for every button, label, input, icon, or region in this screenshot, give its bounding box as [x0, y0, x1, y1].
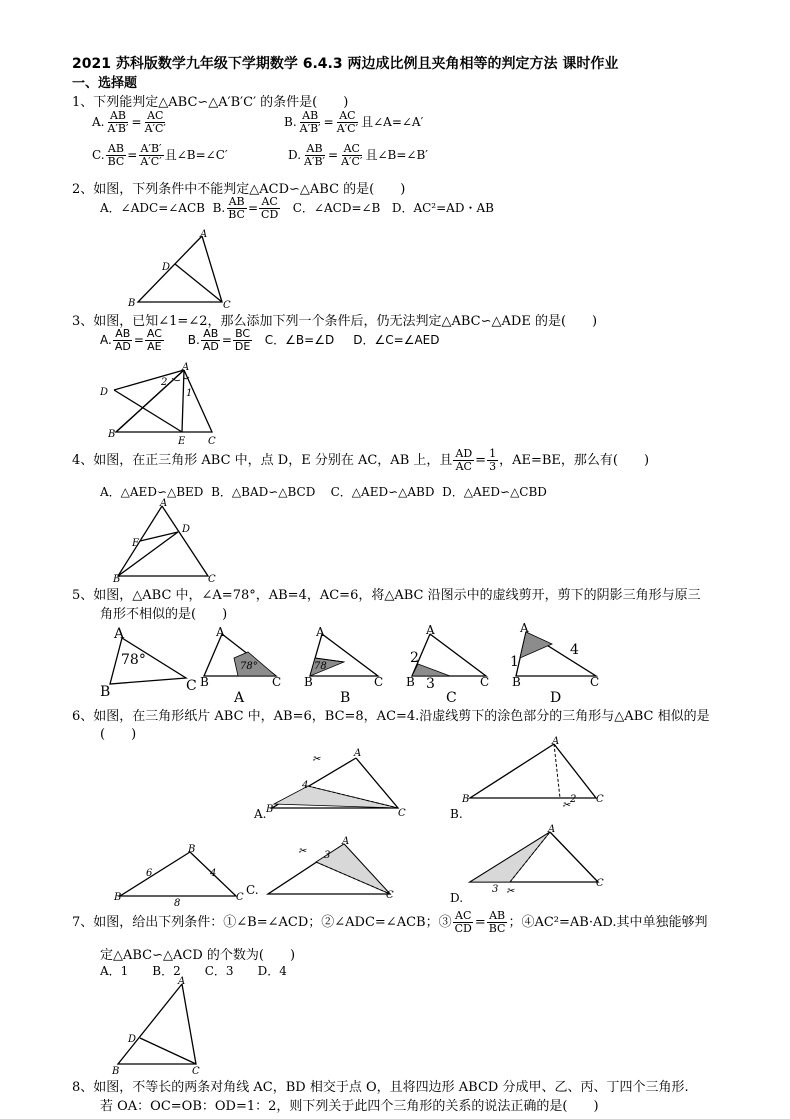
question-6-stem-2: ( ) — [100, 727, 137, 742]
q6d-point-c: C — [596, 878, 604, 889]
q6b-point-a: A — [552, 736, 560, 747]
q6-figure-d — [450, 826, 610, 910]
svg-text:A: A — [216, 625, 225, 639]
q2-point-a: A — [200, 229, 208, 240]
svg-text:B: B — [200, 675, 209, 689]
question-8-stem-2: 若 OA：OC=OB：OD=1：2，则下列关于此四个三角形的关系的说法正确的是( ) — [100, 1099, 599, 1114]
q2-figure — [120, 228, 230, 310]
q7-point-a: A — [178, 976, 186, 987]
svg-text:✂: ✂ — [506, 886, 515, 897]
q4-point-b: B — [113, 574, 121, 585]
svg-text:C: C — [374, 675, 384, 689]
svg-text:C: C — [236, 892, 244, 903]
q6-original-triangle — [114, 844, 246, 909]
q5-original-triangle — [100, 626, 197, 700]
q6a-num-4: 4 — [302, 780, 309, 791]
svg-text:✂: ✂ — [298, 846, 307, 857]
q6a-point-c: C — [398, 808, 406, 819]
q5-num-1: 1 — [510, 654, 519, 670]
q1-option-b: B. $\frac{AB}{A'B'}$ = $\frac{AC}{A'C'}$ 且∠A=∠A′ — [284, 109, 424, 135]
q7-point-c: C — [192, 1066, 200, 1077]
svg-text:C: C — [590, 675, 600, 689]
question-5-stem-1: 5、如图，△ABC 中，∠A=78°，AB=4，AC=6，将△ABC 沿图示中的虚线剪开，剪下的阴影三角形与原三 — [72, 588, 701, 603]
question-8-stem-1: 8、如图，不等长的两条对角线 AC，BD 相交于点 O，且将四边形 ABCD 分成甲、乙、丙、丁四个三角形. — [72, 1080, 689, 1095]
q5-point-b: B — [100, 684, 111, 700]
q6b-point-c: C — [596, 794, 604, 805]
q3-options: A. $\frac{AB}{AD}$ = $\frac{AC}{AE}$ B. $\frac{AB}{AD}$ = $\frac{BC}{DE}$ C．∠B=∠D D．∠C=∠AED — [100, 327, 440, 353]
q6d-point-a: A — [548, 824, 556, 835]
q6-figure-c — [246, 836, 406, 906]
section-heading: 一、选择题 — [72, 76, 138, 91]
question-3-stem: 3、如图，已知∠1=∠2，那么添加下列一个条件后，仍无法判定△ABC∽△ADE 的是( ) — [72, 314, 598, 329]
q5-option-b-figure — [304, 625, 383, 706]
q3-figure — [100, 362, 230, 448]
q5-point-c: C — [186, 678, 197, 694]
svg-text:C: C — [480, 675, 490, 689]
q4-point-e: E — [132, 538, 140, 549]
q7-point-b: B — [112, 1066, 120, 1077]
svg-text:C: C — [272, 675, 282, 689]
question-4-stem: 4、如图，在正三角形 ABC 中，点 D，E 分别在 AC，AB 上，且 $\frac{AD}{AC}$ = $\frac{1}{3}$ ，AE=BE，那么有( ) — [72, 447, 650, 473]
q3-point-b: B — [108, 429, 116, 440]
q5-label-b: B — [340, 690, 351, 706]
q3-point-a: A — [182, 362, 190, 373]
q6a-point-a: A — [354, 748, 362, 759]
q6-num-8: 8 — [174, 898, 181, 909]
svg-text:A: A — [520, 621, 529, 635]
q6b-num-2: 2 — [570, 794, 577, 805]
q3-point-c: C — [208, 436, 216, 447]
question-5-stem-2: 角形不相似的是( ) — [100, 607, 228, 622]
q1-option-d: D. $\frac{AB}{A'B'}$ = $\frac{AC}{A'C'}$ 且∠B=∠B′ — [288, 142, 428, 168]
q3-point-e: E — [178, 436, 186, 447]
svg-text:A: A — [426, 623, 435, 637]
question-7-stem: 7、如图，给出下列条件：①∠B=∠ACD；②∠ADC=∠ACB；③ $\frac{AC}{CD}$ = $\frac{AB}{BC}$ ；④AC²=AB·AD.其中单独能够判 — [72, 909, 708, 935]
q5-angle: 78° — [121, 652, 146, 668]
q5-num-2: 2 — [410, 650, 419, 666]
q5-option-c-figure — [406, 623, 489, 706]
q6c-point-a: A — [342, 836, 350, 847]
q4-point-c: C — [208, 574, 216, 585]
q4-figure — [108, 498, 218, 585]
question-2-stem: 2、如图，下列条件中不能判定△ACD∽△ABC 的是( ) — [72, 182, 406, 197]
q3-point-d: D — [100, 387, 109, 398]
q4-point-a: A — [160, 498, 168, 509]
q3-angle-2: 2 — [161, 377, 168, 388]
svg-text:B: B — [188, 844, 196, 855]
q2-options: A．∠ADC=∠ACB B. $\frac{AB}{BC}$ = $\frac{AC}{CD}$ C．∠ACD=∠B D．AC²=AD・AB — [100, 195, 494, 221]
q6-label-b: B. — [450, 807, 463, 821]
q6c-num-3: 3 — [324, 850, 331, 861]
q4-options: A．△AED∽△BED B．△BAD∽△BCD C．△AED∽△ABD D．△AED∽△CBD — [100, 485, 547, 499]
q6-label-c: C. — [246, 883, 259, 897]
q4-point-d: D — [182, 524, 191, 535]
svg-text:✂: ✂ — [562, 800, 571, 811]
svg-text:B: B — [304, 675, 313, 689]
q5-point-a: A — [114, 626, 125, 642]
q7-figure — [108, 976, 218, 1078]
q6d-num-3: 3 — [492, 884, 499, 895]
question-1-stem: 1、下列能判定△ABC∽△A′B′C′ 的条件是( ) — [72, 95, 349, 110]
q5-option-d-figure — [510, 621, 599, 706]
q5-label-c: C — [446, 690, 457, 706]
q2-point-c: C — [223, 300, 231, 311]
svg-text:B: B — [512, 675, 521, 689]
svg-text:B: B — [114, 892, 122, 903]
svg-text:78°: 78° — [240, 661, 258, 672]
q1-option-c: C. $\frac{AB}{BC}$ = $\frac{A'B'}{A'C'}$ 且∠B=∠C′ — [92, 142, 228, 168]
q5-figure — [100, 622, 610, 704]
q6c-point-c: C — [386, 890, 394, 901]
q6-num-4: 4 — [210, 868, 217, 879]
q6-label-a: A. — [254, 807, 267, 821]
q5-num-4: 4 — [570, 642, 579, 658]
q5-option-a-figure — [200, 625, 281, 706]
svg-text:A: A — [316, 625, 325, 639]
q2-point-d: D — [162, 262, 171, 273]
page-title: 2021 苏科版数学九年级下学期数学 6.4.3 两边成比例且夹角相等的判定方法 课时作业 — [72, 56, 619, 72]
q3-angle-1: 1 — [186, 388, 193, 399]
q6b-point-b: B — [462, 794, 470, 805]
q5-label-a: A — [234, 690, 245, 706]
q7-options: A．1 B．2 C．3 D．4 — [100, 964, 287, 978]
q6-num-6: 6 — [146, 868, 153, 879]
question-6-stem-1: 6、如图，在三角形纸片 ABC 中，AB=6，BC=8，AC=4.沿虚线剪下的涂色部分的三角形与△ABC 相似的是 — [72, 709, 710, 724]
q7-point-d: D — [128, 1034, 137, 1045]
question-7-stem-2: 定△ABC∽△ACD 的个数为( ) — [100, 948, 296, 963]
q1-option-a: A. $\frac{AB}{A'B'}$ = $\frac{AC}{A'C'}$ — [92, 109, 166, 135]
q6-figure-b — [450, 736, 610, 822]
svg-text:B: B — [406, 675, 415, 689]
q5-num-3: 3 — [426, 676, 435, 692]
q6a-point-b: B — [266, 804, 274, 815]
q6-figure-a — [252, 740, 412, 822]
q2-point-b: B — [128, 298, 136, 309]
q6-label-d: D. — [450, 891, 464, 905]
svg-text:78: 78 — [314, 661, 327, 672]
q5-label-d: D — [550, 690, 562, 706]
svg-text:✂: ✂ — [312, 754, 321, 765]
